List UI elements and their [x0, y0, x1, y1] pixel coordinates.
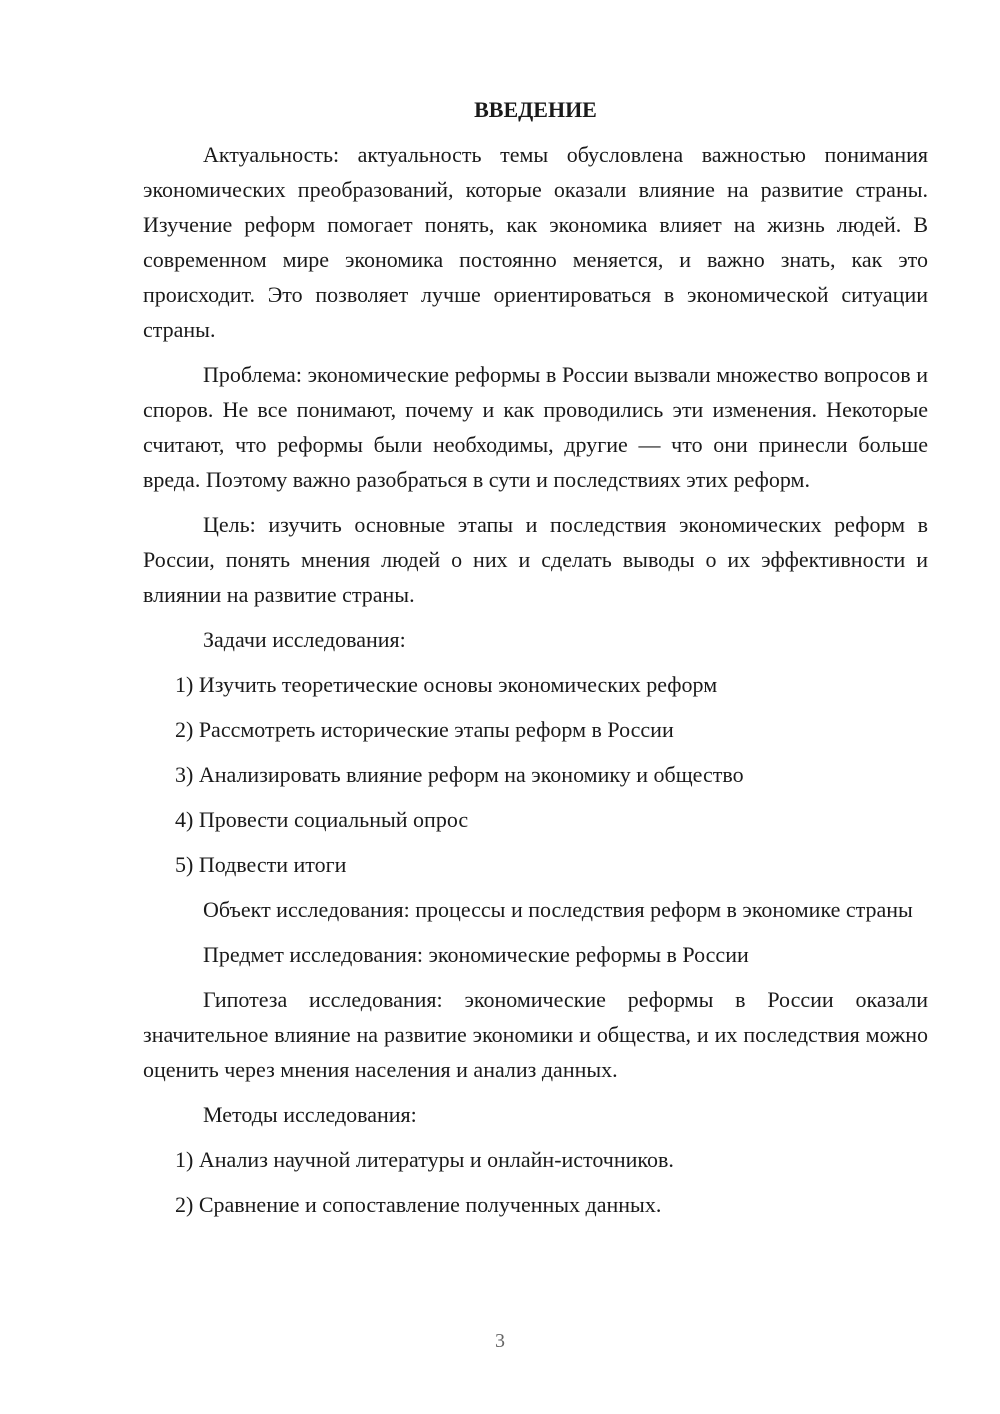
list-item: 2) Сравнение и сопоставление полученных данных. [175, 1192, 662, 1217]
hypothesis-paragraph: Гипотеза исследования: экономические реформы в России оказали значительное влияние на развитие экономики и общества, и их последствия можно оценить через мнения населения и анализ данных. [143, 987, 928, 1082]
object-paragraph: Объект исследования: процессы и последствия реформ в экономике страны [203, 897, 913, 922]
list-item: 4) Провести социальный опрос [175, 807, 469, 832]
tasks-label: Задачи исследования: [203, 627, 406, 652]
subject-paragraph: Предмет исследования: экономические реформы в России [203, 942, 749, 967]
relevance-paragraph: Актуальность: актуальность темы обусловлена важностью понимания экономических преобразований, которые оказали влияние на развитие страны. Изучение реформ помогает понять, как экономика влияет на жизнь людей. В современном мире экономика постоянно меняется, и важно знать, как это происходит. Это позволяет лучше ориентироваться в экономической ситуации страны. [143, 142, 928, 342]
page-content [143, 92, 928, 1232]
list-item: 3) Анализировать влияние реформ на экономику и общество [175, 762, 744, 787]
page-number: 3 [495, 1330, 505, 1352]
problem-paragraph: Проблема: экономические реформы в России вызвали множество вопросов и споров. Не все понимают, почему и как проводились эти изменения. Некоторые считают, что реформы были необходимы, другие — что они принесли больше вреда. Поэтому важно разобраться в сути и последствиях этих реформ. [143, 362, 928, 492]
list-item: 2) Рассмотреть исторические этапы реформ в России [175, 717, 674, 742]
list-item: 1) Анализ научной литературы и онлайн-источников. [175, 1147, 674, 1172]
methods-label: Методы исследования: [203, 1102, 417, 1127]
list-item: 1) Изучить теоретические основы экономических реформ [175, 672, 718, 697]
tasks-list [143, 667, 928, 882]
list-item: 5) Подвести итоги [175, 852, 347, 877]
section-title: ВВЕДЕНИЕ [474, 97, 597, 122]
goal-paragraph: Цель: изучить основные этапы и последствия экономических реформ в России, понять мнения людей о них и сделать выводы о их эффективности и влиянии на развитие страны. [143, 512, 928, 607]
methods-list [143, 1142, 928, 1222]
